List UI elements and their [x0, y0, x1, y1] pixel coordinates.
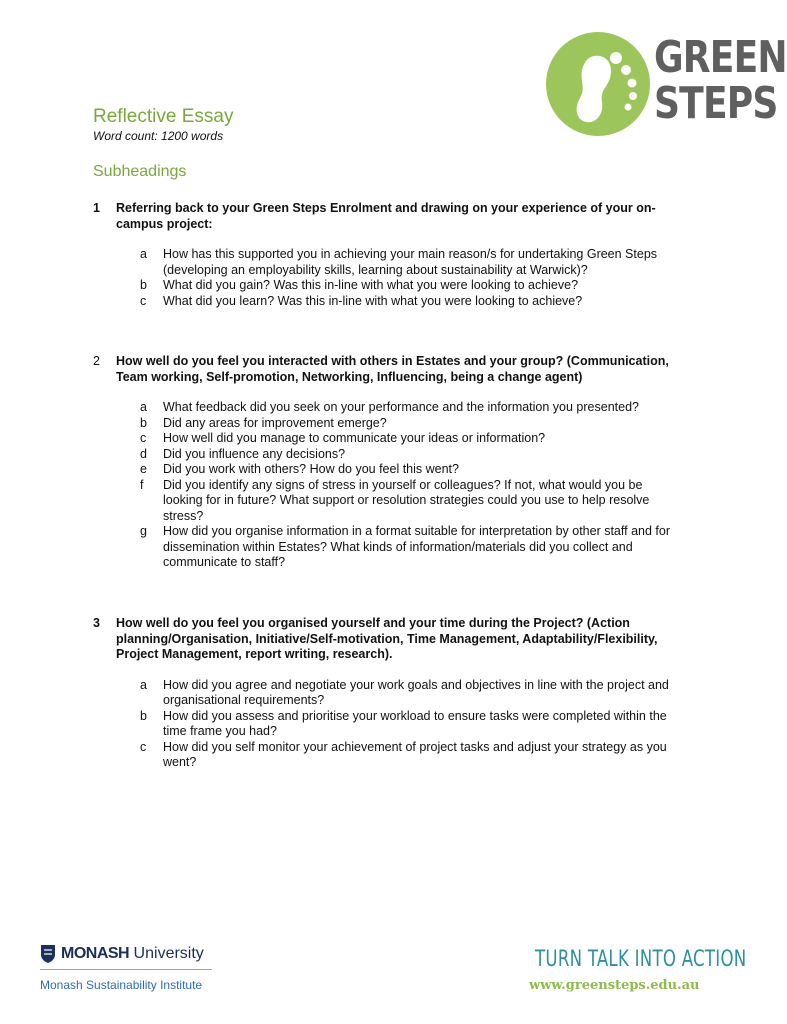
question-text: How well do you feel you interacted with others in Estates and your group? (Communication, Team working, Self-promotion, Networking, Influencing, being a change agent) — [116, 354, 669, 384]
logo-text-steps: STEPS — [654, 78, 778, 129]
question-3 — [93, 616, 683, 771]
item-text: What did you gain? Was this in-line with what you were looking to achieve? — [163, 278, 579, 292]
monash-university-logo — [40, 942, 220, 998]
sub-question-list — [93, 678, 683, 771]
item-letter: a — [140, 400, 147, 414]
list-item — [93, 462, 683, 478]
item-text: How did you self monitor your achievement of project tasks and adjust your strategy as you went? — [163, 739, 667, 769]
question-2 — [93, 354, 683, 571]
item-text: How did you agree and negotiate your work goals and objectives in line with the project and organisational requirements? — [163, 677, 669, 707]
sub-question-list — [93, 400, 683, 571]
list-item — [93, 431, 683, 447]
item-text: Did you identify any signs of stress in yourself or colleagues? If not, what would you be looking for in future? What support or resolution strategies could you use to help resolve stress? — [163, 477, 650, 523]
sub-question-list — [93, 247, 683, 309]
logo-text-green: GREEN — [654, 32, 787, 83]
item-letter: d — [140, 446, 147, 461]
item-text: What feedback did you seek on your performance and the information you presented? — [163, 400, 639, 414]
item-text: Did any areas for improvement emerge? — [163, 415, 387, 430]
item-text: Did you influence any decisions? — [163, 446, 346, 461]
question-number: 2 — [93, 354, 100, 368]
item-letter: b — [140, 415, 147, 430]
document-title: Reflective Essay — [93, 106, 234, 127]
list-item — [93, 278, 683, 294]
question-1 — [93, 201, 683, 309]
item-letter: b — [140, 278, 147, 292]
item-text: What did you learn? Was this in-line with what you were looking to achieve? — [163, 293, 583, 308]
monash-institute-name: Monash Sustainability Institute — [40, 978, 203, 992]
list-item — [93, 478, 683, 525]
list-item — [93, 740, 683, 771]
question-number: 3 — [93, 616, 100, 630]
item-text: How did you assess and prioritise your workload to ensure tasks were completed within the time frame you had? — [163, 708, 667, 738]
list-item — [93, 247, 683, 278]
item-text: How has this supported you in achieving your main reason/s for undertaking Green Steps (developing an employability skills, learning about sustainability at Warwick)? — [163, 247, 658, 277]
item-letter: c — [140, 739, 147, 754]
item-text: Did you work with others? How do you feel this went? — [163, 462, 459, 476]
item-letter: e — [140, 462, 147, 476]
list-item — [93, 294, 683, 310]
item-letter: c — [140, 293, 147, 308]
item-letter: g — [140, 524, 147, 538]
green-steps-logo — [544, 28, 787, 140]
question-number: 1 — [93, 201, 100, 215]
footprint-icon — [544, 28, 649, 138]
list-item — [93, 400, 683, 416]
item-letter: a — [140, 247, 147, 261]
item-text: How well did you manage to communicate your ideas or information? — [163, 431, 546, 445]
divider — [40, 969, 212, 970]
subheadings-heading: Subheadings — [93, 163, 187, 180]
word-count: Word count: 1200 words — [93, 129, 224, 143]
list-item — [93, 678, 683, 709]
item-letter: b — [140, 708, 147, 723]
item-letter: a — [140, 677, 147, 692]
item-letter: c — [140, 431, 147, 445]
crest-icon — [40, 944, 56, 964]
tagline: TURN TALK INTO ACTION — [535, 947, 747, 972]
website-url: www.greensteps.edu.au — [529, 978, 700, 993]
list-item — [93, 709, 683, 740]
list-item — [93, 447, 683, 463]
list-item — [93, 524, 683, 571]
item-text: How did you organise information in a format suitable for interpretation by other staff and for dissemination within Estates? What kinds of information/materials did you collect and communicate to staff? — [163, 524, 670, 569]
question-text: How well do you feel you organised yourself and your time during the Project? (Action planning/Organisation, Initiative/Self-motivation, Time Management, Adaptability/Flexibility, Project Management, report writing, research). — [116, 616, 658, 661]
question-text: Referring back to your Green Steps Enrolment and drawing on your experience of your on-campus project: — [116, 201, 656, 231]
monash-wordmark: MONASH University — [61, 945, 204, 962]
item-letter: f — [140, 477, 144, 492]
list-item — [93, 416, 683, 432]
